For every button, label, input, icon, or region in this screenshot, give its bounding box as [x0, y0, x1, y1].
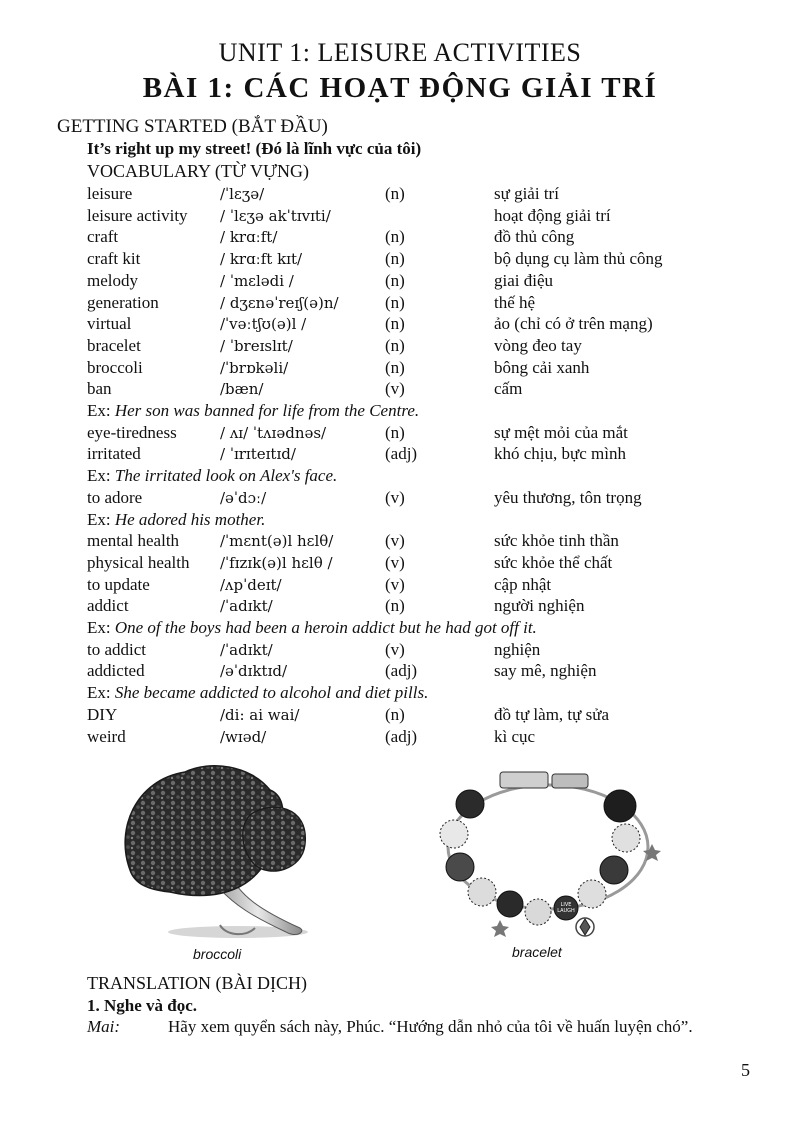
vocab-meaning: cấm: [494, 379, 523, 398]
example-prefix: Ex:: [87, 510, 115, 529]
vocab-part-of-speech: (n): [385, 271, 405, 290]
vocab-pronunciation: /wɪəd/: [220, 728, 267, 746]
example-text: One of the boys had been a heroin addict but he had got off it.: [114, 618, 537, 637]
vocab-word: melody: [87, 271, 138, 290]
vocab-pronunciation: /ˈvəːtʃʊ(ə)l /: [220, 315, 307, 333]
vocab-row: [0, 271, 800, 293]
vocabulary-heading: VOCABULARY (TỪ VỰNG): [87, 161, 309, 181]
example-prefix: Ex:: [87, 618, 115, 637]
vocab-part-of-speech: (v): [385, 488, 405, 507]
vocab-row: [0, 206, 800, 228]
bracelet-image: [430, 762, 670, 937]
vocab-meaning: sự giải trí: [494, 184, 559, 203]
broccoli-caption: broccoli: [193, 946, 242, 962]
translation-heading: TRANSLATION (BÀI DỊCH): [87, 973, 307, 993]
vocab-pronunciation: /əˈdɔː/: [220, 489, 267, 507]
vocab-word: craft: [87, 227, 119, 246]
vocab-meaning: sức khỏe thể chất: [494, 553, 613, 572]
vocab-word: leisure: [87, 184, 133, 203]
vocab-pronunciation: /bæn/: [220, 380, 264, 398]
vocab-row: [0, 575, 800, 597]
vocab-row: [0, 640, 800, 662]
vocab-meaning: kì cục: [494, 727, 536, 746]
example-text: He adored his mother.: [114, 510, 266, 529]
vocab-row: [0, 727, 800, 749]
vocab-part-of-speech: (v): [385, 531, 405, 550]
example-sentence: [87, 510, 265, 530]
vocab-word: DIY: [87, 705, 118, 724]
example-prefix: Ex:: [87, 683, 115, 702]
vocab-part-of-speech: (adj): [385, 727, 418, 746]
vocab-part-of-speech: (n): [385, 705, 405, 724]
vocab-row: [0, 336, 800, 358]
translation-item: 1. Nghe và đọc.: [87, 996, 198, 1015]
dialogue-line: Hãy xem quyển sách này, Phúc. “Hướng dẫn nhỏ của tôi về huấn luyện chó”.: [168, 1017, 693, 1036]
vocab-part-of-speech: (n): [385, 423, 405, 442]
vocab-word: addicted: [87, 661, 145, 680]
vocab-pronunciation: / ˈlɛʒə akˈtɪvɪti/: [220, 207, 331, 225]
vocab-word: irritated: [87, 444, 141, 463]
vocab-meaning: yêu thương, tôn trọng: [494, 488, 642, 507]
vocab-meaning: đồ thủ công: [494, 227, 575, 246]
svg-text:LAUGH: LAUGH: [557, 908, 575, 914]
getting-started-heading: GETTING STARTED (BẮT ĐẦU): [57, 116, 328, 137]
vocab-pronunciation: / dʒɛnəˈreɪʃ(ə)n/: [220, 294, 339, 312]
vocab-word: generation: [87, 293, 159, 312]
vocab-meaning: đồ tự làm, tự sửa: [494, 705, 609, 724]
vocab-row: [0, 705, 800, 727]
svg-text:LIVE: LIVE: [560, 902, 572, 908]
vocab-word: physical health: [87, 553, 190, 572]
vocab-word: to addict: [87, 640, 147, 659]
vocab-meaning: giai điệu: [494, 271, 554, 290]
vocab-pronunciation: /ˈbrɒkəli/: [220, 359, 289, 377]
getting-started-subtitle: It’s right up my street! (Đó là lĩnh vực của tôi): [87, 139, 422, 158]
vocab-meaning: khó chịu, bực mình: [494, 444, 626, 463]
vocab-word: craft kit: [87, 249, 141, 268]
vocab-pronunciation: /di: ai wai/: [220, 706, 300, 724]
vocab-row: [0, 314, 800, 336]
vocab-part-of-speech: (n): [385, 184, 405, 203]
vocab-meaning: cập nhật: [494, 575, 552, 594]
vocab-meaning: say mê, nghiện: [494, 661, 597, 680]
vocab-meaning: hoạt động giải trí: [494, 206, 611, 225]
vocab-row: [0, 379, 800, 401]
vocab-row: [0, 227, 800, 249]
vocab-meaning: nghiện: [494, 640, 541, 659]
vocab-pronunciation: / ˈbreɪslɪt/: [220, 337, 293, 355]
vocab-part-of-speech: (n): [385, 358, 405, 377]
vocab-word: mental health: [87, 531, 180, 550]
vocab-pronunciation: /ˈlɛʒə/: [220, 185, 265, 203]
vocab-row: [0, 488, 800, 510]
vocab-part-of-speech: (v): [385, 640, 405, 659]
example-text: Her son was banned for life from the Centre.: [114, 401, 420, 420]
vocab-pronunciation: / krɑːft kɪt/: [220, 250, 303, 268]
unit-title-vi: BÀI 1: CÁC HOẠT ĐỘNG GIẢI TRÍ: [142, 72, 658, 104]
vocab-part-of-speech: (n): [385, 227, 405, 246]
vocab-part-of-speech: (adj): [385, 661, 418, 680]
vocab-part-of-speech: (n): [385, 596, 405, 615]
vocab-meaning: người nghiện: [494, 596, 585, 615]
example-prefix: Ex:: [87, 401, 115, 420]
vocab-row: [0, 293, 800, 315]
example-text: She became addicted to alcohol and diet pills.: [114, 683, 429, 702]
vocab-pronunciation: /əˈdɪktɪd/: [220, 662, 288, 680]
vocab-word: eye-tiredness: [87, 423, 177, 442]
vocab-meaning: bông cải xanh: [494, 358, 590, 377]
vocab-pronunciation: /ˈmɛnt(ə)l hɛlθ/: [220, 532, 334, 550]
vocab-pronunciation: / ˈmɛlədi /: [220, 272, 294, 290]
vocab-word: weird: [87, 727, 126, 746]
vocab-word: virtual: [87, 314, 132, 333]
vocab-word: broccoli: [87, 358, 143, 377]
vocab-pronunciation: / ʌɪ/ ˈtʌɪədnəs/: [220, 424, 327, 442]
vocab-row: [0, 423, 800, 445]
vocab-part-of-speech: (v): [385, 575, 405, 594]
vocab-pronunciation: /ʌpˈdeɪt/: [220, 576, 282, 594]
vocab-pronunciation: /ˈadɪkt/: [220, 641, 273, 659]
example-sentence: [87, 618, 537, 638]
vocab-row: [0, 249, 800, 271]
vocab-row: [0, 184, 800, 206]
unit-title-en: UNIT 1: LEISURE ACTIVITIES: [218, 38, 582, 67]
example-sentence: [87, 466, 337, 486]
vocab-word: bracelet: [87, 336, 141, 355]
example-prefix: Ex:: [87, 466, 115, 485]
vocab-part-of-speech: (adj): [385, 444, 418, 463]
example-sentence: [87, 683, 428, 703]
vocab-pronunciation: / ˈɪrɪteɪtɪd/: [220, 445, 296, 463]
vocab-row: [0, 531, 800, 553]
vocab-meaning: thế hệ: [494, 293, 536, 312]
example-sentence: [87, 401, 419, 421]
vocab-row: [0, 444, 800, 466]
vocab-meaning: vòng đeo tay: [494, 336, 582, 355]
vocab-part-of-speech: (n): [385, 293, 405, 312]
vocab-part-of-speech: (n): [385, 336, 405, 355]
vocab-meaning: sự mệt mỏi của mắt: [494, 423, 628, 442]
vocab-row: [0, 596, 800, 618]
vocab-word: addict: [87, 596, 129, 615]
speaker-name: Mai:: [87, 1017, 121, 1036]
vocab-row: [0, 661, 800, 683]
example-text: The irritated look on Alex's face.: [114, 466, 338, 485]
vocab-word: to adore: [87, 488, 143, 507]
vocab-pronunciation: / krɑːft/: [220, 228, 278, 246]
vocab-part-of-speech: (v): [385, 553, 405, 572]
vocab-word: to update: [87, 575, 150, 594]
vocab-pronunciation: /ˈfɪzɪk(ə)l hɛlθ /: [220, 554, 333, 572]
vocab-meaning: sức khỏe tinh thần: [494, 531, 619, 550]
page-number: 5: [741, 1060, 750, 1080]
vocab-row: [0, 358, 800, 380]
broccoli-image: [110, 760, 340, 945]
vocab-word: leisure activity: [87, 206, 188, 225]
vocab-meaning: bộ dụng cụ làm thủ công: [494, 249, 663, 268]
vocab-part-of-speech: (n): [385, 314, 405, 333]
vocab-word: ban: [87, 379, 112, 398]
vocab-row: [0, 553, 800, 575]
bracelet-caption: bracelet: [512, 944, 562, 960]
vocab-part-of-speech: (n): [385, 249, 405, 268]
vocab-part-of-speech: (v): [385, 379, 405, 398]
vocab-pronunciation: /ˈadɪkt/: [220, 597, 273, 615]
vocab-meaning: ảo (chỉ có ở trên mạng): [494, 314, 653, 333]
